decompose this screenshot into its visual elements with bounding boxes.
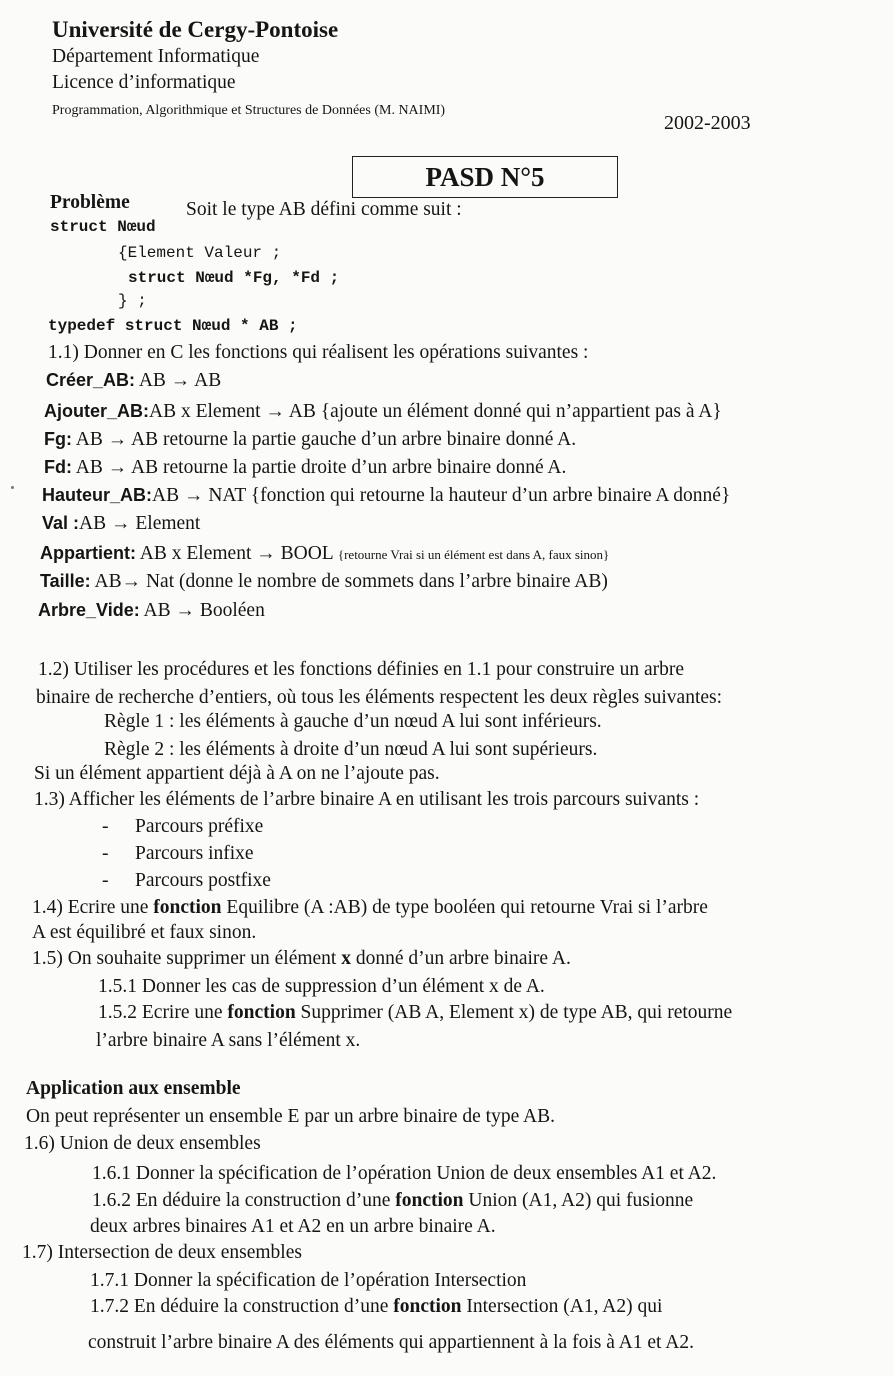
op-fg (44, 430, 576, 450)
problem-intro: Soit le type AB défini comme suit : (186, 199, 462, 220)
op-appartient (40, 544, 609, 564)
code-line-4: } ; (118, 292, 147, 310)
q12-line-3: Si un élément appartient déjà à A on ne l’ajoute pas. (34, 763, 440, 784)
q15-keyword: x (341, 948, 351, 969)
q172-keyword: fonction (393, 1296, 462, 1317)
q152-line-1 (98, 1003, 732, 1023)
q13-text: 1.3) Afficher les éléments de l’arbre binaire A en utilisant les trois parcours suivants : (34, 789, 700, 810)
op-taille (40, 572, 608, 592)
bullet: - (102, 816, 109, 837)
department-name: Département Informatique (52, 46, 260, 67)
op-desc: AB → AB (135, 370, 222, 391)
q172-post: Intersection (A1, A2) qui (461, 1296, 663, 1317)
q15-pre: 1.5) On souhaite supprimer un élément (32, 948, 342, 969)
op-desc: AB → AB retourne la partie droite d’un arbre binaire donné A. (71, 457, 567, 478)
q162-keyword: fonction (395, 1190, 464, 1211)
op-name: Fd: (44, 457, 72, 477)
licence-name: Licence d’informatique (52, 72, 236, 93)
op-ajouter (44, 402, 722, 422)
university-name: Université de Cergy-Pontoise (52, 17, 339, 42)
title-box (352, 156, 618, 198)
q171: 1.7.1 Donner la spécification de l’opération Intersection (90, 1270, 527, 1291)
op-val (42, 514, 200, 534)
problem-label: Problème (50, 192, 130, 213)
op-desc: AB→ Nat (donne le nombre de sommets dans l’arbre binaire AB) (90, 571, 608, 592)
op-desc: AB x Element → BOOL (136, 543, 338, 564)
op-name: Ajouter_AB: (44, 401, 150, 421)
application-intro: On peut représenter un ensemble E par un arbre binaire de type AB. (26, 1106, 556, 1127)
op-name: Hauteur_AB: (42, 485, 153, 505)
op-name: Arbre_Vide: (38, 600, 140, 620)
q14-line-1 (32, 898, 708, 918)
op-fd (44, 458, 566, 478)
q17-text: 1.7) Intersection de deux ensembles (22, 1242, 302, 1263)
op-name: Créer_AB: (46, 370, 136, 390)
q12-line-1: 1.2) Utiliser les procédures et les fonctions définies en 1.1 pour construire un arbre (38, 659, 685, 680)
page-title: PASD N°5 (425, 161, 545, 192)
op-name: Appartient: (40, 543, 136, 563)
op-note: {retourne Vrai si un élément est dans A, faux sinon} (337, 547, 610, 562)
q172-line-2: construit l’arbre binaire A des éléments qui appartiennent à la fois à A1 et A2. (88, 1332, 694, 1353)
parcours-prefixe: Parcours préfixe (135, 816, 264, 837)
code-line-3: struct Nœud *Fg, *Fd ; (128, 269, 340, 287)
op-desc: AB → Element (79, 513, 201, 534)
op-desc: AB → AB retourne la partie gauche d’un arbre binaire donné A. (71, 429, 577, 450)
q14-line-2: A est équilibré et faux sinon. (32, 922, 257, 943)
q172-line-1 (90, 1297, 662, 1317)
op-arbre-vide (38, 601, 265, 621)
code-line-5: typedef struct Nœud * AB ; (48, 317, 298, 335)
op-name: Taille: (40, 571, 91, 591)
op-name: Val : (42, 513, 80, 533)
op-desc: AB → NAT {fonction qui retourne la hauteur d’un arbre binaire A donné} (152, 485, 731, 506)
parcours-infixe: Parcours infixe (135, 843, 254, 864)
q152-line-2: l’arbre binaire A sans l’élément x. (96, 1030, 361, 1051)
q11-text: 1.1) Donner en C les fonctions qui réalisent les opérations suivantes : (48, 342, 589, 363)
q16-text: 1.6) Union de deux ensembles (24, 1133, 261, 1154)
q162-line-2: deux arbres binaires A1 et A2 en un arbre binaire A. (90, 1216, 496, 1237)
q161: 1.6.1 Donner la spécification de l’opération Union de deux ensembles A1 et A2. (92, 1163, 717, 1184)
parcours-postfixe: Parcours postfixe (135, 870, 271, 891)
q14-pre: 1.4) Ecrire une (32, 897, 154, 918)
q152-post: Supprimer (AB A, Element x) de type AB, qui retourne (295, 1002, 733, 1023)
q15-post: donné d’un arbre binaire A. (350, 948, 571, 969)
q12-rule-2: Règle 2 : les éléments à droite d’un nœud A lui sont supérieurs. (104, 739, 598, 760)
course-name: Programmation, Algorithmique et Structures de Données (M. NAIMI) (52, 103, 446, 118)
code-line-2: {Element Valeur ; (118, 244, 282, 262)
bullet: - (102, 843, 109, 864)
q162-post: Union (A1, A2) qui fusionne (463, 1190, 694, 1211)
q14-keyword: fonction (153, 897, 222, 918)
application-title: Application aux ensemble (26, 1078, 241, 1099)
q162-pre: 1.6.2 En déduire la construction d’une (92, 1190, 396, 1211)
op-creer (46, 371, 221, 391)
q14-post: Equilibre (A :AB) de type booléen qui retourne Vrai si l’arbre (221, 897, 708, 918)
op-name: Fg: (44, 429, 72, 449)
q15-line-1 (32, 949, 571, 969)
q172-pre: 1.7.2 En déduire la construction d’une (90, 1296, 394, 1317)
q152-keyword: fonction (227, 1002, 296, 1023)
q151: 1.5.1 Donner les cas de suppression d’un élément x de A. (98, 976, 545, 997)
q12-line-2: binaire de recherche d’entiers, où tous les éléments respectent les deux règles suivantes: (36, 687, 723, 708)
code-line-1: struct Nœud (50, 218, 156, 236)
op-desc: AB → Booléen (139, 600, 265, 621)
q152-pre: 1.5.2 Ecrire une (98, 1002, 228, 1023)
q12-rule-1: Règle 1 : les éléments à gauche d’un nœud A lui sont inférieurs. (104, 711, 602, 732)
op-hauteur (42, 486, 730, 506)
scan-speck (11, 486, 14, 489)
academic-year: 2002-2003 (664, 112, 751, 134)
op-desc: AB x Element → AB {ajoute un élément donné qui n’appartient pas à A} (149, 401, 722, 422)
q162-line-1 (92, 1191, 693, 1211)
bullet: - (102, 870, 109, 891)
